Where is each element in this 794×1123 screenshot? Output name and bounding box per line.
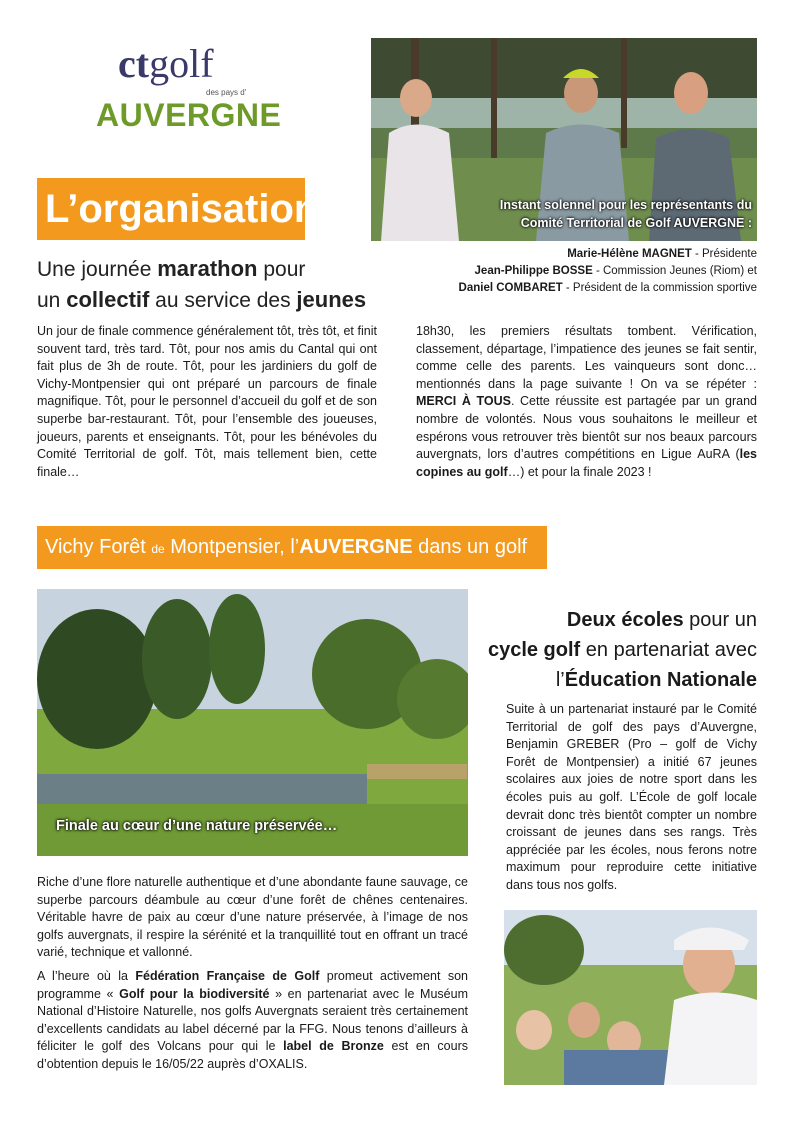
p2-text: A l’heure où la [37, 969, 136, 983]
organisation-col2 [416, 323, 757, 481]
rep-role: - Président de la commission sportive [562, 282, 757, 294]
photo-caption [500, 196, 752, 232]
golf-course-photo [37, 589, 468, 856]
biodiversity-paragraph [37, 968, 468, 1074]
col2-text: 18h30, les premiers résultats tombent. Vérification, classement, départage, l’impatience des jeunes se fait sentir, comme celle des parents. Les vainqueurs sont donc… mentionnés dans la page suivante ! On va se répéter : [416, 324, 757, 391]
sub-bold: jeunes [296, 287, 367, 312]
sub-text: pour [257, 258, 306, 281]
schools-paragraph: Suite à un partenariat instauré par le Comité Territorial de golf des pays d’Auvergne, Benjamin GREBER (Pro – golf de Vichy Forêt de Montpensier) a initié 67 jeunes scolaires aux joies de notre sport dans les écoles puis au golf. L’École de golf locale devrait donc très bientôt compter un nombre croissant de jeunes dans ses rangs. Très appréciée par les écoles, nous ferons notre maximum pour reproduire cette initiative dans tous nos golfs. [506, 702, 757, 892]
col2-bold: les copines au golf [416, 447, 757, 479]
logo-prefix: ct [118, 41, 150, 86]
logo-tagline: des pays d' [206, 88, 247, 97]
band-small: de [151, 542, 165, 556]
logo-ctgolf [118, 41, 214, 86]
schools-heading [457, 605, 757, 695]
p2-text: » en partenariat avec le Muséum National d’Histoire Naturelle, nos golfs Auvergnats seraient très certainement d’excellents candidats au label décerné par la FFG. Nous tenons d’ailleurs à féliciter le golf des Volcans pour qui le [37, 986, 468, 1054]
photo-caption-line2: Comité Territorial de Golf AUVERGNE : [520, 216, 752, 230]
p2-bold: Fédération Française de Golf [135, 969, 320, 983]
golf-photo-caption: Finale au cœur d’une nature préservée… [56, 818, 338, 834]
rep-name: Marie-Hélène MAGNET [567, 248, 692, 260]
section-subheading [37, 254, 377, 316]
rep-bosse [377, 263, 757, 280]
rep-combaret [377, 280, 757, 297]
col2-text: …) et pour la finale 2023 ! [507, 464, 652, 479]
h-text: en partenariat avec [580, 639, 757, 661]
rep-name: Jean-Philippe BOSSE [474, 265, 593, 277]
band-text: Vichy Forêt [45, 536, 152, 558]
logo-region: AUVERGNE [96, 97, 282, 133]
band-bold: AUVERGNE [299, 536, 413, 558]
h-bold: Éducation Nationale [564, 669, 757, 691]
section-title-organisation: L’organisation [37, 178, 305, 240]
nature-paragraph: Riche d’une flore naturelle authentique et d’une abondante faune sauvage, ce superbe parcours déambule au cœur d’une forêt de chênes centenaires. Véritable havre de paix au cœur d’une nature préservée, à l’image de nos golfs auvergnats, il respire la sérénité et la tranquillité tout en offrant un tracé varié, technique et vallonné. [37, 875, 468, 960]
sub-text: Une journée [37, 258, 158, 281]
sub-text: au service des [149, 289, 297, 312]
photo-caption-line1: Instant solennel pour les représentants du [499, 198, 752, 212]
p2-bold: label de Bronze [283, 1039, 384, 1054]
sub-bold: collectif [66, 287, 150, 312]
col2-text: . Cette réussite est partagée par un grand nombre de volontés. Nous vous souhaitons le meilleur et espérons vous retrouver très bientôt sur nos beaux parcours auvergnats, lors d’autres compétitions en Ligue AuRA ( [416, 394, 758, 462]
p2-text: est en cours d’obtention depuis le 16/05/22 auprès d’OXALIS. [37, 1039, 468, 1071]
section-band-vichy [37, 526, 547, 569]
band-text: dans un golf [412, 536, 528, 558]
h-bold: Deux écoles [566, 609, 684, 631]
rep-role: - Commission Jeunes (Riom) et [592, 265, 757, 277]
logo-suffix: golf [149, 41, 214, 86]
p2-text: promeut activement son programme « [37, 969, 468, 1001]
h-text: l’ [555, 669, 565, 691]
band-text: Montpensier, l’ [164, 536, 300, 558]
p2-bold: Golf pour la biodiversité [119, 986, 270, 1001]
representatives-list [377, 246, 757, 297]
rep-name: Daniel COMBARET [458, 282, 563, 294]
rep-magnet [377, 246, 757, 263]
sub-bold: marathon [157, 256, 258, 281]
h-bold: cycle golf [487, 639, 581, 661]
rep-role: - Présidente [691, 248, 757, 260]
col2-bold: MERCI À TOUS [416, 394, 511, 409]
kids-photo [504, 910, 757, 1085]
h-text: pour un [683, 609, 757, 631]
sub-text: un [37, 289, 67, 312]
organisation-col1: Un jour de finale commence généralement tôt, très tôt, et finit souvent tard, très tard. Tôt, pour nos amis du Cantal qui ont fait plus de 3h de route. Tôt, pour les jardiniers du golf de Vichy-Montpensier qui ont préparé un parcours de finale magnifique. Tôt, pour le personnel d’accueil du golf et de son superbe bar-restaurant. Tôt, pour l’ensemble des joueuses, joueurs, parents et enseignants. Tôt, pour les bénévoles du Comité Territorial de golf. Tôt, mais tellement bien, cette finale… [37, 324, 377, 479]
